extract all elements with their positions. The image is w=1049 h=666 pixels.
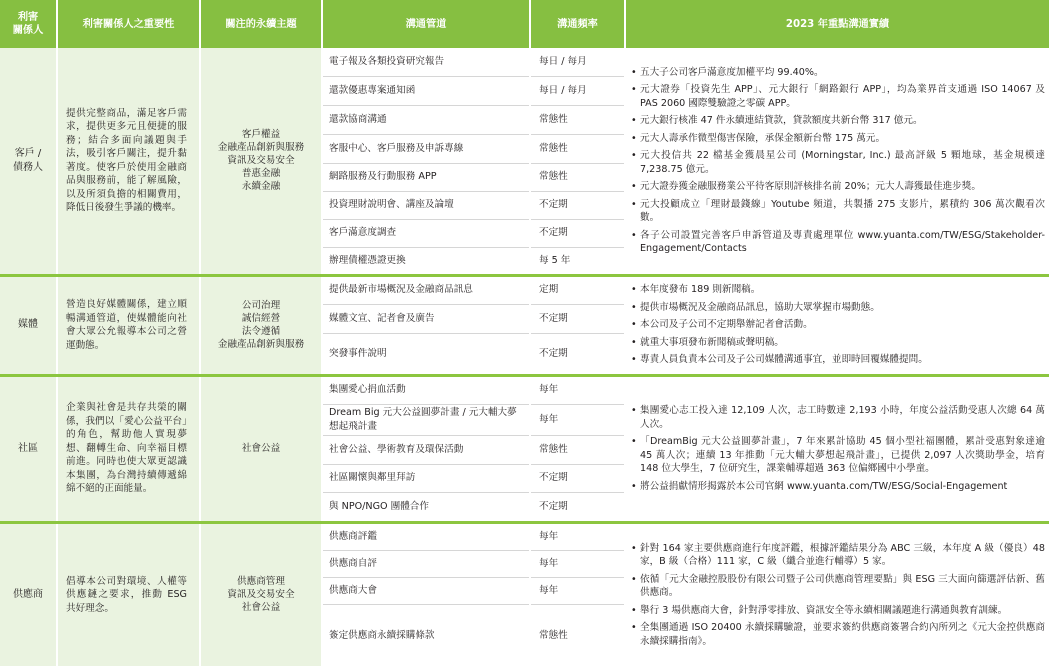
frequency-cell: 常態性 — [530, 163, 625, 191]
results-list — [630, 404, 1045, 493]
result-item: • 元大投信共 22 檔基金獲晨星公司 (Morningstar, Inc.) 最高評級 5 顆地球，基金規模達 7,238.75 億元。 — [630, 149, 1045, 176]
stakeholder-category-community — [0, 375, 57, 522]
header-category: 利害 關係人 — [0, 0, 57, 48]
table-body — [0, 48, 1049, 666]
channel-cell: 媒體文宣、記者會及廣告 — [322, 304, 530, 333]
frequency-cell: 常態性 — [530, 435, 625, 464]
header-importance: 利害關係人之重要性 — [57, 0, 200, 48]
importance-text: 營造良好媒體關係，建立順暢溝通管道，使媒體能向社會大眾公允報導本公司之營運動態。 — [66, 299, 187, 351]
result-item: • 就重大事項發布新聞稿或聲明稿。 — [630, 336, 1045, 350]
importance-cell — [57, 275, 200, 375]
result-item: • 本年度發布 189 則新聞稿。 — [630, 283, 1045, 297]
result-item: • 五大子公司客戶滿意度加權平均 99.40%。 — [630, 66, 1045, 80]
result-item: • 全集團通過 ISO 20400 永續採購驗證，並要求簽約供應商簽署合約內所列之《元大金控供應商永續採購指南》。 — [630, 621, 1045, 648]
channel-cell: 網路服務及行動服務 APP — [322, 163, 530, 191]
stakeholder-category-media — [0, 275, 57, 375]
result-item: • 元大銀行核准 47 件永續連結貸款，貸款額度共新台幣 317 億元。 — [630, 114, 1045, 128]
channel-cell: 供應商評鑑 — [322, 522, 530, 550]
themes-cell — [200, 275, 322, 375]
themes-text: 客戶權益 金融產品創新與服務 資訊及交易安全 普惠金融 永續金融 — [217, 129, 305, 193]
importance-text: 企業與社會是共存共榮的關係，我們以「愛心公益平台」的角色，幫助他人實現夢想、翻轉生命、向幸福目標前進。同時也使大眾更認識本集團，為台灣持續傳遞綿綿不絕的正面能量。 — [66, 402, 187, 495]
frequency-cell: 每年 — [530, 375, 625, 404]
results-list — [630, 542, 1045, 649]
channel-cell: 供應商大會 — [322, 577, 530, 604]
result-item: • 元大人壽承作微型傷害保險，承保金額新台幣 175 萬元。 — [630, 132, 1045, 146]
channel-cell: 還款優惠專案通知函 — [322, 76, 530, 105]
frequency-cell: 常態性 — [530, 134, 625, 163]
results-cell — [625, 522, 1049, 666]
frequency-cell: 每年 — [530, 550, 625, 577]
frequency-cell: 不定期 — [530, 219, 625, 247]
results-list — [630, 66, 1045, 256]
frequency-cell: 每年 — [530, 522, 625, 550]
importance-cell — [57, 522, 200, 666]
importance-text: 提供完整商品，滿足客戶需求，提供更多元且便捷的服務；結合多面向議題與手法，吸引客戶關注，提升黏著度。使客戶於使用金融商品與服務前，能了解風險，以及所須負擔的相關費用，降低日後發生爭議的機率。 — [66, 107, 187, 214]
stakeholder-category-customers — [0, 48, 57, 275]
result-item: • 依循「元大金融控股股份有限公司暨子公司供應商管理要點」與 ESG 三大面向篩選評估新、舊供應商。 — [630, 573, 1045, 600]
result-item: • 「DreamBig 元大公益圓夢計畫」，7 年來累計協助 45 個小型社福團體，累計受惠對象達逾 45 萬人次；連續 13 年推動「元大輔大夢想起飛計畫」，已提供 2,097 人次獎助學金，培育 148 位大學生，7 位研究生，課業輔導超過 363 位偏鄉國中小學童。 — [630, 435, 1045, 476]
header-themes: 關注的永續主題 — [200, 0, 322, 48]
frequency-cell: 每日 / 每月 — [530, 76, 625, 105]
frequency-cell: 常態性 — [530, 604, 625, 666]
header-channels: 溝通管道 — [322, 0, 530, 48]
header-frequency: 溝通頻率 — [530, 0, 625, 48]
channel-cell: 與 NPO/NGO 團體合作 — [322, 492, 530, 522]
header-results: 2023 年重點溝通實績 — [625, 0, 1049, 48]
table-row — [0, 522, 1049, 550]
category-label: 社區 — [18, 442, 38, 454]
result-item: • 針對 164 家主要供應商進行年度評鑑，根據評鑑結果分為 ABC 三級，本年度 A 級（優良）48 家，B 級（合格）111 家，C 級（纖合並進行輔導）5 家。 — [630, 542, 1045, 569]
importance-text: 倡導本公司對環境、人權等供應鏈之要求，推動 ESG 共好理念。 — [66, 575, 187, 614]
channel-cell: 提供最新市場概況及金融商品訊息 — [322, 275, 530, 304]
result-item: • 元大證券「投資先生 APP」、元大銀行「網路銀行 APP」，均為業界首支通過 ISO 14067 及 PAS 2060 國際雙驗證之零碳 APP。 — [630, 83, 1045, 110]
channel-cell: 電子報及各類投資研究報告 — [322, 48, 530, 76]
channel-cell: 還款協商溝通 — [322, 105, 530, 134]
frequency-cell: 每年 — [530, 577, 625, 604]
results-cell — [625, 375, 1049, 522]
channel-cell: 客戶滿意度調查 — [322, 219, 530, 247]
frequency-cell: 不定期 — [530, 191, 625, 219]
table-row — [0, 48, 1049, 76]
header-row — [0, 0, 1049, 48]
results-cell — [625, 275, 1049, 375]
channel-cell: 簽定供應商永續採購條款 — [322, 604, 530, 666]
frequency-cell: 每 5 年 — [530, 247, 625, 275]
importance-cell — [57, 375, 200, 522]
frequency-cell: 不定期 — [530, 464, 625, 492]
result-item: • 專責人員負責本公司及子公司媒體溝通事宜，並即時回覆媒體提問。 — [630, 353, 1045, 367]
result-item: • 本公司及子公司不定期舉辦記者會活動。 — [630, 318, 1045, 332]
channel-cell: 社區關懷與鄰里拜訪 — [322, 464, 530, 492]
result-item: • 元大投顧成立「理財最錢線」Youtube 頻道，共製播 275 支影片，累積約 306 萬次觀看次數。 — [630, 198, 1045, 225]
frequency-cell: 不定期 — [530, 492, 625, 522]
themes-text: 供應商管理 資訊及交易安全 社會公益 — [227, 576, 295, 614]
result-item: • 元大證券獲金融服務業公平待客原則評核排名前 20%；元大人壽獲最佳進步獎。 — [630, 180, 1045, 194]
frequency-cell: 常態性 — [530, 105, 625, 134]
channel-cell: 辦理債權憑證更換 — [322, 247, 530, 275]
channel-cell: 突發事件說明 — [322, 333, 530, 375]
themes-cell — [200, 375, 322, 522]
results-list — [630, 283, 1045, 367]
results-cell — [625, 48, 1049, 275]
channel-cell: 社會公益、學術教育及環保活動 — [322, 435, 530, 464]
frequency-cell: 不定期 — [530, 333, 625, 375]
stakeholder-category-suppliers — [0, 522, 57, 666]
channel-cell: 供應商自評 — [322, 550, 530, 577]
themes-text: 社會公益 — [241, 443, 281, 454]
themes-cell — [200, 48, 322, 275]
frequency-cell: 每日 / 每月 — [530, 48, 625, 76]
category-label: 媒體 — [18, 319, 38, 330]
result-item: • 各子公司設置完善客戶申訴管道及專責處理單位 www.yuanta.com/TW/ESG/Stakeholder-Engagement/Contacts — [630, 229, 1045, 256]
themes-text: 公司治理 誠信經營 法令遵循 金融產品創新與服務 — [217, 300, 305, 350]
frequency-cell: 定期 — [530, 275, 625, 304]
importance-cell — [57, 48, 200, 275]
result-item: • 集團愛心志工投入達 12,109 人次，志工時數達 2,193 小時，年度公益活動受惠人次總 64 萬人次。 — [630, 404, 1045, 431]
table-row — [0, 275, 1049, 304]
channel-cell: 客服中心、客戶服務及申訴專線 — [322, 134, 530, 163]
result-item: • 將公益捐獻情形揭露於本公司官網 www.yuanta.com/TW/ESG/Social-Engagement — [630, 480, 1045, 494]
frequency-cell: 不定期 — [530, 304, 625, 333]
category-label: 供應商 — [13, 588, 43, 600]
result-item: • 舉行 3 場供應商大會，針對淨零排放、資訊安全等永續相關議題進行溝通與教育訓練。 — [630, 604, 1045, 618]
frequency-cell: 每年 — [530, 404, 625, 435]
channel-cell: Dream Big 元大公益圓夢計畫 / 元大輔大夢想起飛計畫 — [322, 404, 530, 435]
channel-cell: 投資理財說明會、講座及論壇 — [322, 191, 530, 219]
result-item: • 提供市場概況及金融商品訊息，協助大眾掌握市場動態。 — [630, 301, 1045, 315]
category-label: 客戶 / 債務人 — [13, 147, 43, 173]
themes-cell — [200, 522, 322, 666]
table-row — [0, 375, 1049, 404]
channel-cell: 集團愛心捐血活動 — [322, 375, 530, 404]
